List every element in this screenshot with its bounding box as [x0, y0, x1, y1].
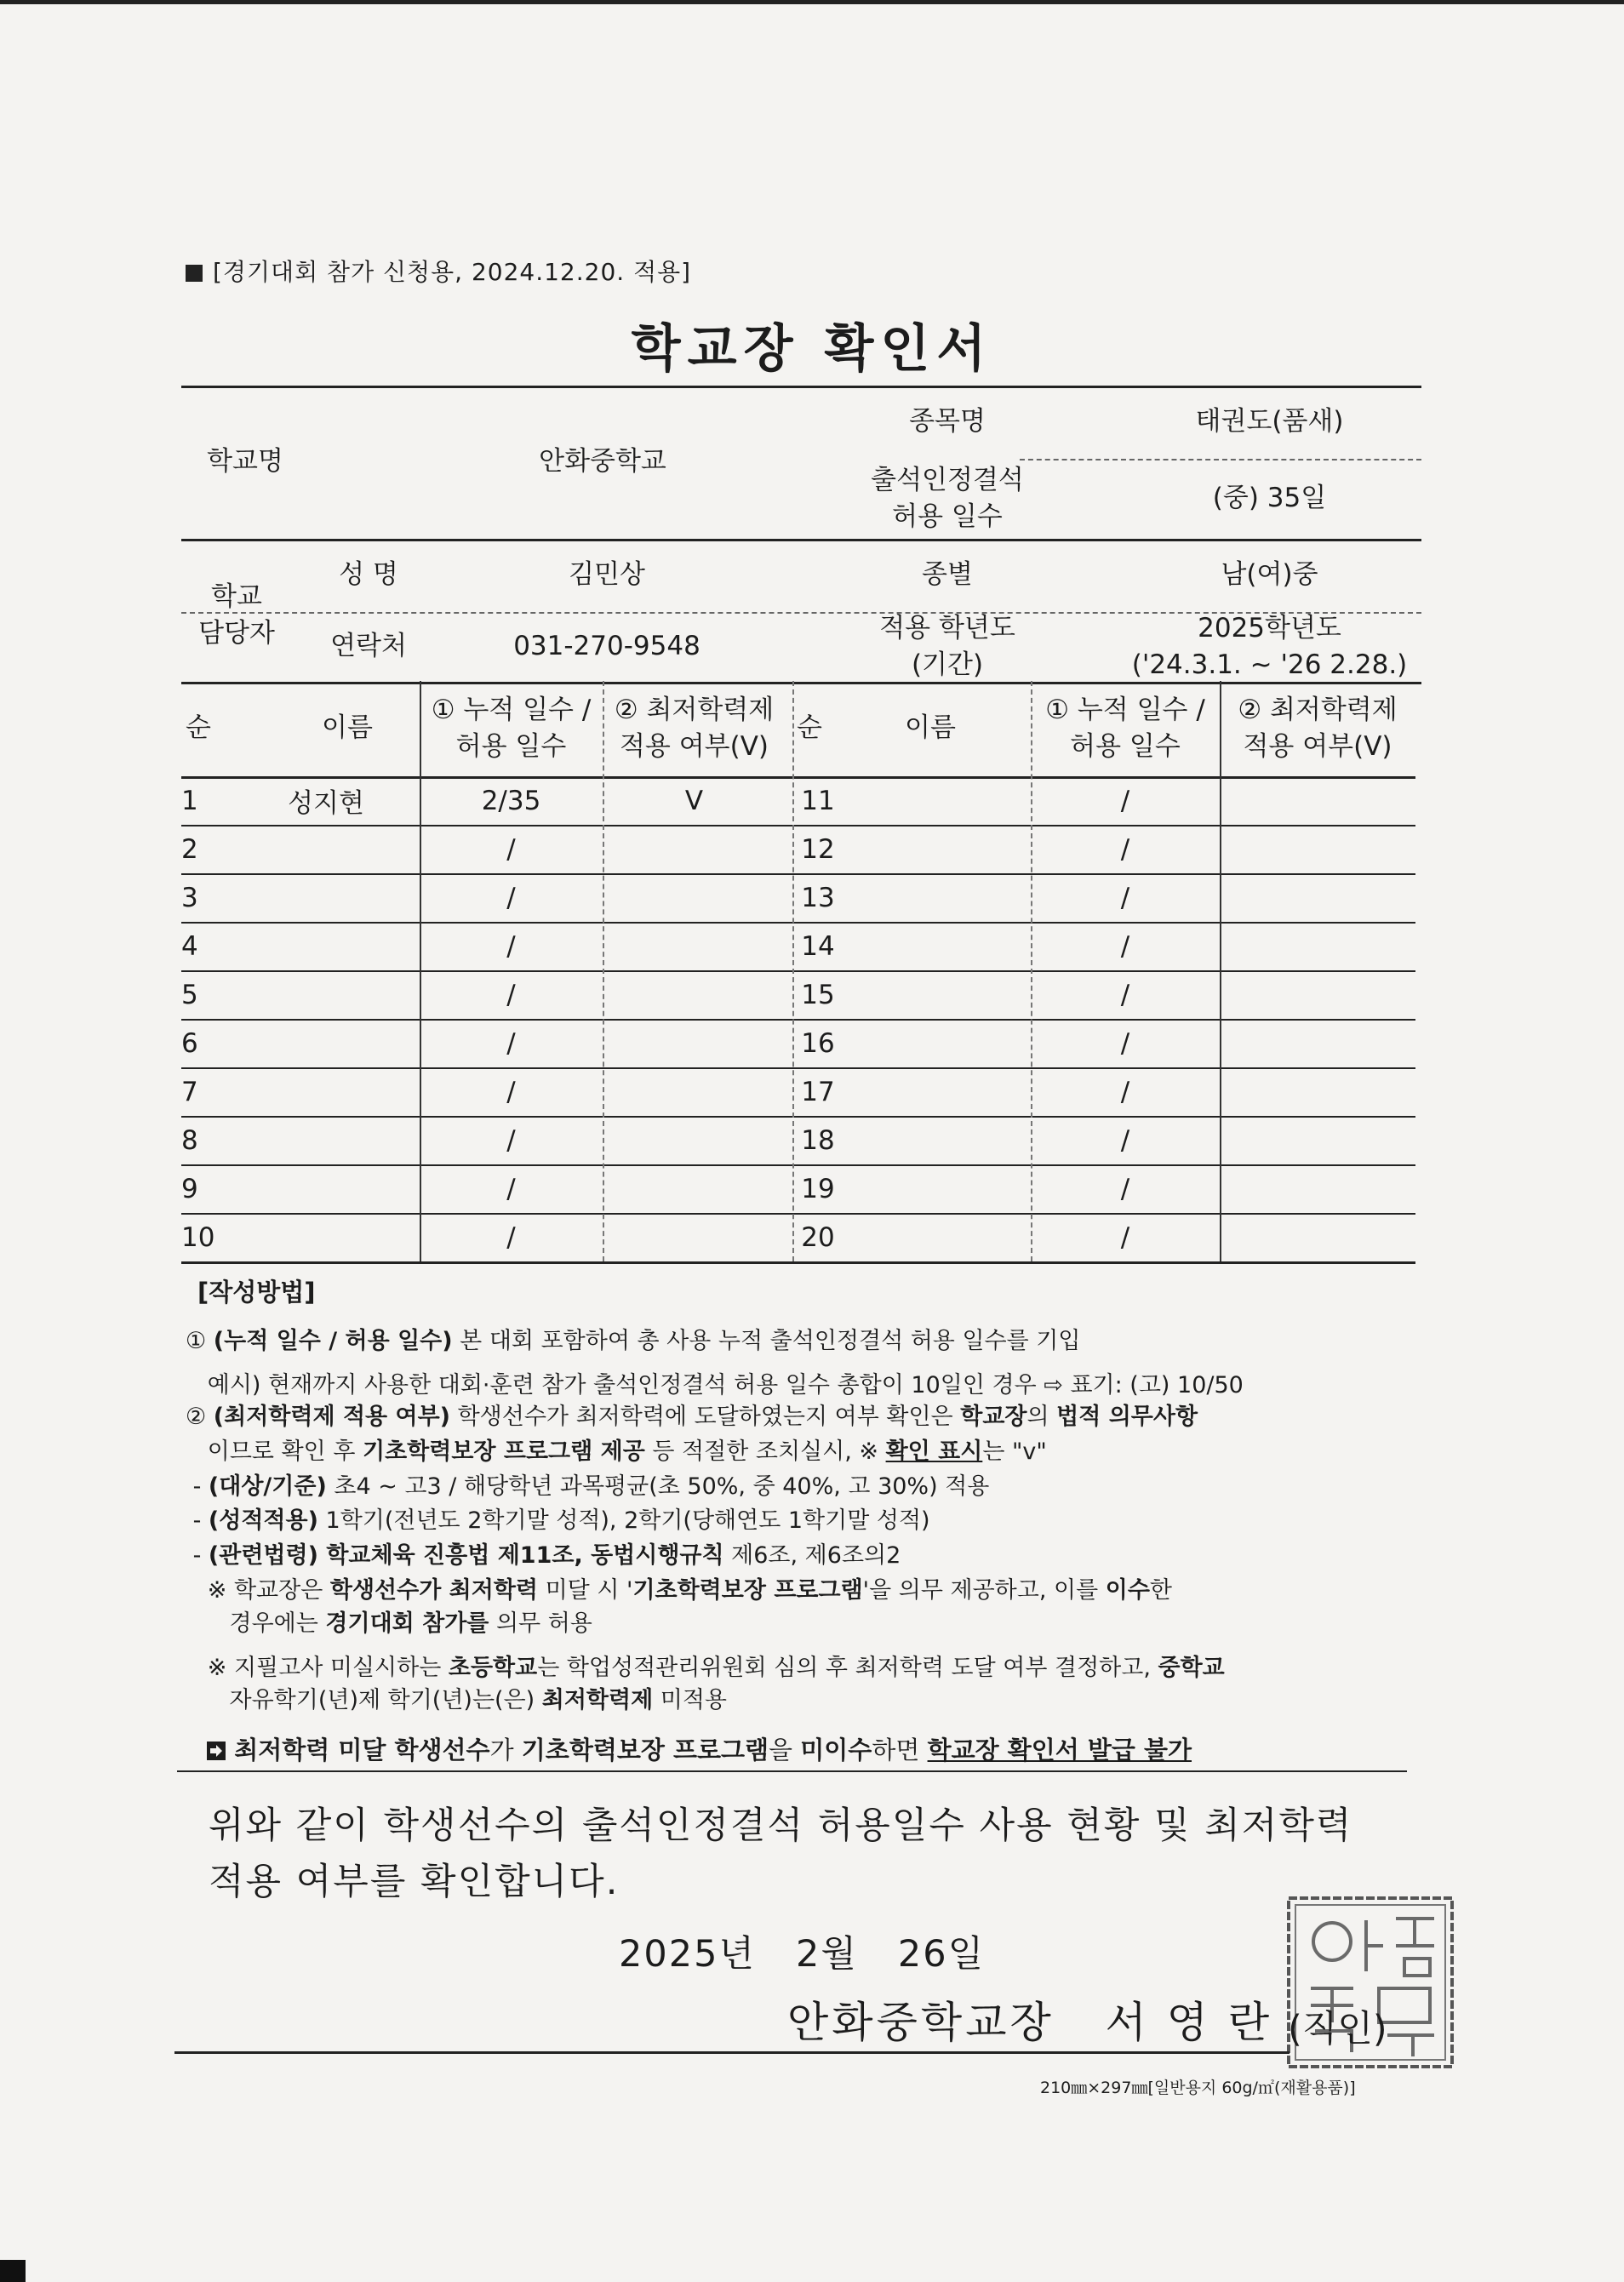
row-name: [845, 1019, 1031, 1067]
method-text: 최저학력 미달 학생선수: [234, 1736, 490, 1764]
row-days: /: [1120, 1173, 1130, 1204]
method-text: 이수: [1105, 1577, 1150, 1604]
event-label: 종목명: [909, 406, 986, 438]
table-row: [181, 1019, 1415, 1067]
grid-line: [181, 1261, 1415, 1264]
row-days: /: [506, 1027, 516, 1059]
confirm-line-2: 적용 여부를 확인합니다.: [209, 1861, 620, 1903]
table-row: [181, 1164, 1415, 1213]
header-minimum-line-2: 적용 여부(V): [619, 731, 769, 762]
category-label: 종별: [922, 559, 973, 591]
row-days: /: [1120, 833, 1130, 865]
header-cumulative-line-1: ① 누적 일수 /: [431, 694, 592, 725]
row-check: [1220, 1213, 1415, 1261]
row-name: [232, 1116, 420, 1164]
grid-line: [792, 681, 794, 1261]
allowed-value: (중) 35일: [1212, 483, 1327, 514]
header-cumulative: [420, 681, 603, 776]
table-row: [181, 1067, 1415, 1116]
row-days: /: [506, 882, 516, 913]
method-text: '을 의무 제공하고, 이를: [862, 1577, 1106, 1604]
method-line-1: [186, 1324, 1420, 1358]
method-warning: [186, 1733, 1420, 1767]
row-check: [1220, 1019, 1415, 1067]
method-text: 자유학기(년)제 학기(년)는(은): [186, 1687, 542, 1713]
method-text: (관련법령) 학교체육 진흥법 제11조, 동법시행규칙: [208, 1542, 724, 1569]
name-label: 성 명: [339, 559, 398, 591]
row-no: 18: [801, 1124, 835, 1156]
allowed-label-line-1: 출석인정결석: [871, 464, 1024, 495]
method-text: 이므로 확인 후: [186, 1438, 363, 1465]
form-code: [186, 254, 691, 288]
method-line-6: [186, 1504, 1420, 1538]
row-days: /: [1120, 1027, 1130, 1059]
row-check: [1220, 873, 1415, 922]
row-days: /: [506, 1173, 516, 1204]
row-name: [845, 922, 1031, 970]
paper-spec: 210㎜×297㎜[일반용지 60g/㎡(재활용품)]: [1040, 2079, 1356, 2097]
table-header: [181, 681, 1415, 776]
method-text: ①: [186, 1328, 214, 1354]
grid-line: [181, 1213, 1415, 1215]
table-row: [181, 825, 1415, 873]
row-days: /: [1120, 1124, 1130, 1156]
method-text: ※ 지필고사 미실시하는: [186, 1655, 449, 1681]
row-days: /: [506, 1076, 516, 1107]
row-check: [1220, 776, 1415, 825]
method-text: ※ 학교장은: [186, 1577, 330, 1604]
header-cumulative-2-line-2: 허용 일수: [1070, 731, 1181, 762]
method-text: 의: [1026, 1404, 1057, 1430]
row-check: [603, 1213, 786, 1261]
row-days: /: [1120, 1221, 1130, 1253]
table-row: [181, 1116, 1415, 1164]
rule: [177, 1770, 1407, 1772]
grid-line: [181, 825, 1415, 826]
method-text: 미이수: [800, 1736, 872, 1764]
row-days: /: [506, 1124, 516, 1156]
seal-label: (직인): [1288, 2008, 1387, 2050]
header-minimum-2-line-2: 적용 여부(V): [1243, 731, 1392, 762]
method-text: 는 학업성적관리위원회 심의 후 최저학력 도달 여부 결정하고,: [537, 1655, 1158, 1681]
method-text: -: [186, 1542, 209, 1569]
method-text: (누적 일수 / 허용 일수): [213, 1328, 453, 1354]
year-label-line-1: 적용 학년도: [879, 612, 1015, 643]
grid-line: [181, 1164, 1415, 1166]
row-days: /: [506, 1221, 516, 1253]
method-text: 학생선수가 최저학력: [329, 1577, 539, 1604]
row-name: [232, 1213, 420, 1261]
grid-line: [181, 922, 1415, 924]
row-check: [603, 970, 786, 1019]
row-no: 12: [801, 833, 835, 865]
grid-line: [1220, 681, 1221, 1261]
method-text: 등 적절한 조치실시, ※: [644, 1438, 886, 1465]
year-label-line-2: (기간): [911, 649, 984, 680]
row-check: [1220, 825, 1415, 873]
row-name: [232, 873, 420, 922]
method-text: 확인 표시: [885, 1438, 983, 1465]
row-no: 19: [801, 1173, 835, 1204]
page-title: 학교장 확인서: [631, 319, 993, 379]
square-bullet-icon: [186, 265, 203, 282]
method-text: 초4 ~ 고3 / 해당학년 과목평균(초 50%, 중 40%, 고 30%) 적용: [326, 1473, 990, 1500]
grid-line: [181, 776, 1415, 779]
manager-label-line-2: 담당자: [198, 618, 275, 649]
row-days: /: [506, 979, 516, 1010]
row-name: [232, 1019, 420, 1067]
row-name: [232, 825, 420, 873]
row-name: [232, 1164, 420, 1213]
method-text: 학교장 확인서 발급 불가: [927, 1736, 1192, 1764]
method-text: 법적 의무사항: [1056, 1404, 1198, 1430]
row-no: 9: [181, 1173, 198, 1204]
row-no: 14: [801, 930, 835, 962]
row-days: /: [1120, 1076, 1130, 1107]
method-text: [226, 1736, 234, 1764]
row-no: 16: [801, 1027, 835, 1059]
method-text: 는 "v": [982, 1438, 1047, 1465]
manager-label-line-1: 학교: [211, 581, 262, 612]
confirm-statement: [209, 1798, 1400, 1910]
method-text: 최저학력제: [541, 1687, 654, 1713]
year-label: [777, 612, 1118, 682]
method-line-3: [186, 1400, 1420, 1434]
grid-line: [181, 1116, 1415, 1118]
method-text: -: [186, 1473, 209, 1500]
row-check: [603, 1116, 786, 1164]
method-text: 경우에는: [186, 1610, 326, 1637]
row-name: [845, 1213, 1031, 1261]
table-row: [181, 1213, 1415, 1261]
school-label: 학교명: [207, 446, 283, 478]
method-line-11: [186, 1684, 1420, 1718]
row-name: [845, 873, 1031, 922]
info-block: [181, 386, 1421, 684]
row-check: V: [684, 785, 704, 816]
method-text: (최저학력제 적용 여부): [213, 1404, 451, 1430]
row-days: /: [506, 833, 516, 865]
row-days: 2/35: [481, 785, 541, 816]
row-name: [845, 776, 1031, 825]
row-check: [1220, 970, 1415, 1019]
name-value: 김민상: [569, 559, 645, 591]
header-name: 이름: [322, 712, 373, 744]
scan-edge: [0, 0, 1624, 4]
header-name-2: 이름: [905, 712, 956, 744]
method-text: 본 대회 포함하여 총 사용 누적 출석인정결석 허용 일수를 기입: [452, 1328, 1081, 1354]
row-name: [845, 825, 1031, 873]
row-days: /: [1120, 785, 1130, 816]
method-text: 한: [1149, 1577, 1173, 1604]
grid-line: [1031, 681, 1032, 1261]
table-row: [181, 970, 1415, 1019]
row-name: [232, 1067, 420, 1116]
principal-name: 안화중학교장 서 영 란: [787, 1998, 1273, 2047]
scan-corner: [0, 2260, 26, 2282]
row-no: 5: [181, 979, 198, 1010]
row-no: 7: [181, 1076, 198, 1107]
allowed-label-line-2: 허용 일수: [892, 501, 1003, 532]
row-check: [603, 1067, 786, 1116]
row-no: 4: [181, 930, 198, 962]
row-name: 성지현: [288, 788, 364, 819]
table-row: [181, 873, 1415, 922]
method-line-8: [186, 1574, 1420, 1608]
row-days: /: [506, 930, 516, 962]
method-text: 기초학력보장 프로그램: [632, 1577, 863, 1604]
method-text: 초등학교: [448, 1655, 538, 1681]
row-check: [1220, 922, 1415, 970]
row-name: [232, 970, 420, 1019]
grid-line: [420, 681, 421, 1261]
row-check: [603, 1164, 786, 1213]
method-text: 1학기(전년도 2학기말 성적), 2학기(당해연도 1학기말 성적): [317, 1507, 930, 1534]
year-value-line-2: ('24.3.1. ~ '26 2.28.): [1131, 649, 1408, 680]
method-line-2: 예시) 현재까지 사용한 대회·훈련 참가 출석인정결석 허용 일수 총합이 10일인 경우 ⇨ 표기: (고) 10/50: [186, 1372, 1244, 1398]
row-check: [603, 1019, 786, 1067]
header-no: 순: [186, 712, 211, 744]
method-line-7: [186, 1539, 1420, 1573]
event-value: 태권도(품새): [1195, 406, 1344, 438]
method-text: 제6조, 제6조의2: [723, 1542, 901, 1569]
row-no: 20: [801, 1221, 835, 1253]
method-text: 하면: [872, 1736, 928, 1764]
header-minimum-2-line-1: ② 최저학력제: [1238, 694, 1398, 725]
row-check: [603, 873, 786, 922]
row-no: 17: [801, 1076, 835, 1107]
method-text: 미달 시 ': [538, 1577, 633, 1604]
method-text: 의무 허용: [489, 1610, 592, 1637]
method-line-9: [186, 1607, 1420, 1641]
row-check: [1220, 1164, 1415, 1213]
header-minimum: [603, 681, 786, 776]
table-row: [181, 922, 1415, 970]
confirm-line-1: 위와 같이 학생선수의 출석인정결석 허용일수 사용 현황 및 최저학력: [209, 1804, 1353, 1847]
row-name: [845, 1164, 1031, 1213]
row-no: 8: [181, 1124, 198, 1156]
school-value: 안화중학교: [539, 446, 666, 478]
header-cumulative-2-line-1: ① 누적 일수 /: [1045, 694, 1205, 725]
row-no: 10: [181, 1221, 215, 1253]
rule: [174, 2051, 1289, 2054]
method-text: 가: [489, 1736, 522, 1764]
row-no: 2: [181, 833, 198, 865]
method-text: (성적적용): [208, 1507, 318, 1534]
method-text: 경기대회 참가를: [325, 1610, 489, 1637]
method-text: -: [186, 1507, 209, 1534]
row-check: [1220, 1067, 1415, 1116]
row-no: 1: [181, 785, 198, 816]
method-text: 기초학력보장 프로그램: [521, 1736, 769, 1764]
contact-value: 031-270-9548: [513, 631, 700, 662]
row-no: 11: [801, 785, 835, 816]
method-text: 미적용: [653, 1687, 728, 1713]
method-line-4: [186, 1435, 1420, 1469]
header-no-2: 순: [797, 712, 822, 744]
grid-line: [603, 681, 604, 1261]
header-minimum-2: [1220, 681, 1415, 776]
row-no: 6: [181, 1027, 198, 1059]
grid-line: [181, 1019, 1415, 1021]
grid-line: [181, 873, 1415, 875]
row-no: 15: [801, 979, 835, 1010]
method-text: (대상/기준): [208, 1473, 327, 1500]
row-days: /: [1120, 882, 1130, 913]
table-row: [181, 776, 1415, 825]
method-title: [작성방법]: [197, 1278, 316, 1307]
year-value: [1118, 612, 1421, 682]
form-code-text: [경기대회 참가 신청용, 2024.12.20. 적용]: [213, 258, 692, 286]
row-name: [232, 922, 420, 970]
row-days: /: [1120, 979, 1130, 1010]
method-line-5: [186, 1470, 1420, 1504]
arrow-box-icon: [206, 1741, 226, 1761]
row-name: [845, 970, 1031, 1019]
row-name: [845, 1067, 1031, 1116]
method-text: 학생선수가 최저학력에 도달하였는지 여부 확인은: [450, 1404, 961, 1430]
method-text: 을: [769, 1736, 801, 1764]
method-text: 중학교: [1158, 1655, 1225, 1681]
row-check: [603, 922, 786, 970]
row-check: [603, 825, 786, 873]
allowed-label: [777, 459, 1118, 539]
year-value-line-1: 2025학년도: [1198, 612, 1341, 643]
manager-label: [181, 556, 292, 675]
method-text: 기초학력보장 프로그램 제공: [363, 1438, 645, 1465]
row-name: [845, 1116, 1031, 1164]
row-days: /: [1120, 930, 1130, 962]
grid-line: [181, 1067, 1415, 1069]
row-check: [1220, 1116, 1415, 1164]
method-line-10: [186, 1651, 1420, 1685]
header-minimum-line-1: ② 최저학력제: [614, 694, 775, 725]
grid-line: [181, 970, 1415, 972]
header-cumulative-2: [1031, 681, 1220, 776]
issue-date: 2025년 2월 26일: [619, 1933, 986, 1976]
header-cumulative-line-2: 허용 일수: [455, 731, 567, 762]
contact-label: 연락처: [330, 631, 407, 662]
method-text: 학교장: [960, 1404, 1027, 1430]
category-value: 남(여)중: [1221, 559, 1318, 591]
row-no: 13: [801, 882, 835, 913]
row-no: 3: [181, 882, 198, 913]
method-text: ②: [186, 1404, 214, 1430]
